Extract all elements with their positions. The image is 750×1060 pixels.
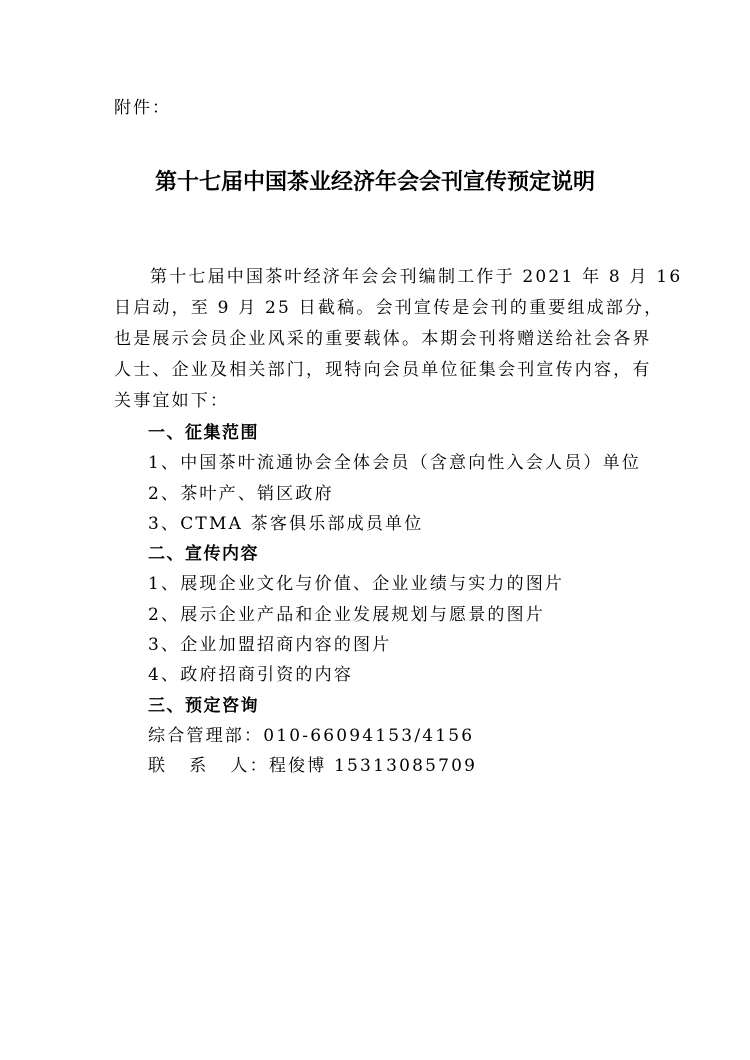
intro-paragraph bbox=[114, 262, 683, 417]
intro-line: 人士、企业及相关部门，现特向会员单位征集会刊宣传内容，有 bbox=[114, 360, 652, 380]
list-item: 1、中国茶叶流通协会全体会员（含意向性入会人员）单位 bbox=[148, 453, 642, 474]
section-heading-scope: 一、征集范围 bbox=[148, 423, 259, 443]
intro-line: 第十七届中国茶叶经济年会会刊编制工作于 2021 年 8 月 16 bbox=[150, 267, 683, 287]
attachment-label: 附件： bbox=[114, 98, 171, 118]
list-item: 4、政府招商引资的内容 bbox=[148, 665, 354, 686]
document-title: 第十七届中国茶业经济年会会刊宣传预定说明 bbox=[154, 170, 595, 195]
list-item: 2、茶叶产、销区政府 bbox=[148, 483, 334, 504]
intro-line: 也是展示会员企业风采的重要载体。本期会刊将赠送给社会各界 bbox=[114, 329, 652, 349]
list-item: 3、CTMA 茶客俱乐部成员单位 bbox=[148, 513, 424, 534]
list-item: 1、展现企业文化与价值、企业业绩与实力的图片 bbox=[148, 574, 565, 595]
section-list bbox=[148, 418, 641, 782]
contact-name-phone: 程俊博 15313085709 bbox=[268, 756, 478, 777]
contact-person bbox=[148, 751, 641, 781]
contact-label-char: 人： bbox=[230, 756, 269, 777]
contact-label: 综合管理部： bbox=[148, 725, 264, 746]
contact-phone: 010-66094153/4156 bbox=[263, 725, 475, 746]
list-item: 2、展示企业产品和企业发展规划与愿景的图片 bbox=[148, 604, 546, 625]
section-heading-content: 二、宣传内容 bbox=[148, 544, 259, 565]
contact-label-char: 系 bbox=[189, 756, 209, 777]
contact-department bbox=[148, 721, 641, 751]
intro-line: 日启动，至 9 月 25 日截稿。会刊宣传是会刊的重要组成部分， bbox=[114, 298, 664, 318]
intro-line: 关事宜如下： bbox=[114, 391, 230, 411]
section-heading-inquiry: 三、预定咨询 bbox=[148, 695, 259, 716]
contact-label-char: 联 bbox=[148, 756, 168, 777]
list-item: 3、企业加盟招商内容的图片 bbox=[148, 635, 392, 656]
